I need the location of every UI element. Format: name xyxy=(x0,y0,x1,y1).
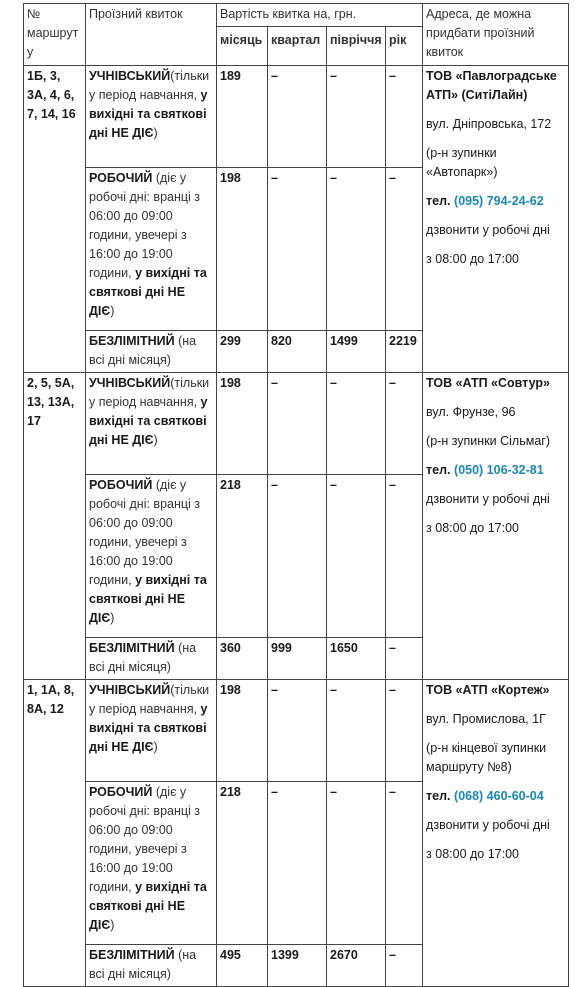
ticket-name: РОБОЧИЙ xyxy=(89,171,153,185)
purchase-address xyxy=(423,680,569,987)
ticket-type-cell xyxy=(86,475,217,638)
price-quarter: – xyxy=(268,680,327,782)
price-year: – xyxy=(386,66,423,168)
price-year: – xyxy=(386,782,423,945)
header-price: Вартість квитка на, грн. xyxy=(217,4,423,27)
ticket-type-cell xyxy=(86,680,217,782)
price-year: – xyxy=(386,373,423,475)
purchase-address xyxy=(423,66,569,373)
table-row xyxy=(24,680,569,782)
price-halfyear: – xyxy=(327,782,386,945)
ticket-note-bold: у вихідні та святкові дні НЕ ДІЄ xyxy=(89,702,208,754)
ticket-price-table-wrapper xyxy=(23,3,569,987)
price-year: – xyxy=(386,945,423,987)
call-hint: дзвонити у робочі дні xyxy=(426,223,550,237)
route-numbers: 2, 5, 5А, 13, 13А, 17 xyxy=(24,373,86,680)
price-halfyear: – xyxy=(327,373,386,475)
ticket-type-cell xyxy=(86,782,217,945)
header-quarter: квартал xyxy=(268,27,327,66)
price-halfyear: – xyxy=(327,680,386,782)
ticket-name: УЧНІВСЬКИЙ xyxy=(89,376,171,390)
ticket-note-end: ) xyxy=(110,304,115,318)
phone-number[interactable]: (068) 460-60-04 xyxy=(454,789,544,803)
ticket-note-bold: у вихідні та святкові дні НЕ ДІЄ xyxy=(89,88,208,140)
ticket-name: РОБОЧИЙ xyxy=(89,478,153,492)
route-numbers: 1Б, 3, 3А, 4, 6, 7, 14, 16 xyxy=(24,66,86,373)
price-year: – xyxy=(386,680,423,782)
table-row xyxy=(24,373,569,475)
ticket-name: РОБОЧИЙ xyxy=(89,785,153,799)
working-hours: з 08:00 до 17:00 xyxy=(426,252,520,266)
header-row-1 xyxy=(24,4,569,27)
phone-label: тел. xyxy=(426,789,451,803)
price-quarter: – xyxy=(268,782,327,945)
price-halfyear: 1650 xyxy=(327,638,386,680)
price-halfyear: 2670 xyxy=(327,945,386,987)
price-month: 299 xyxy=(217,331,268,373)
price-quarter: – xyxy=(268,66,327,168)
street-address: вул. Фрунзе, 96 xyxy=(426,405,516,419)
street-address: вул. Промислова, 1Г xyxy=(426,712,546,726)
phone-label: тел. xyxy=(426,463,451,477)
phone-number[interactable]: (095) 794-24-62 xyxy=(454,194,544,208)
ticket-name: БЕЗЛІМІТНИЙ xyxy=(89,948,175,962)
ticket-note: (на всі дні місяця) xyxy=(89,334,197,367)
ticket-note-bold: у вихідні та святкові дні НЕ ДІЄ xyxy=(89,266,207,318)
nearest-stop: (р-н зупинки «Автопарк») xyxy=(426,146,498,179)
route-numbers: 1, 1А, 8, 8А, 12 xyxy=(24,680,86,987)
ticket-price-table xyxy=(23,3,569,987)
call-hint: дзвонити у робочі дні xyxy=(426,492,550,506)
working-hours: з 08:00 до 17:00 xyxy=(426,521,520,535)
ticket-name: БЕЗЛІМІТНИЙ xyxy=(89,334,175,348)
company-name: ТОВ «АТП «Кортеж» xyxy=(426,683,550,697)
ticket-note: (на всі дні місяця) xyxy=(89,948,197,981)
header-month: місяць xyxy=(217,27,268,66)
ticket-name: БЕЗЛІМІТНИЙ xyxy=(89,641,175,655)
price-month: 198 xyxy=(217,680,268,782)
ticket-note: (тільки у період навчання, xyxy=(89,69,210,102)
call-hint: дзвонити у робочі дні xyxy=(426,818,550,832)
working-hours: з 08:00 до 17:00 xyxy=(426,847,520,861)
ticket-note-end: ) xyxy=(153,126,158,140)
price-month: 495 xyxy=(217,945,268,987)
ticket-type-cell xyxy=(86,66,217,168)
ticket-note-bold: у вихідні та святкові дні НЕ ДІЄ xyxy=(89,880,207,932)
ticket-note-end: ) xyxy=(110,611,115,625)
price-month: 360 xyxy=(217,638,268,680)
company-name: ТОВ «Павлоградське АТП» (СитіЛайн) xyxy=(426,69,557,102)
price-halfyear: – xyxy=(327,66,386,168)
price-year: – xyxy=(386,638,423,680)
header-year: рік xyxy=(386,27,423,66)
ticket-type-cell xyxy=(86,331,217,373)
price-month: 198 xyxy=(217,373,268,475)
purchase-address xyxy=(423,373,569,680)
ticket-note: (тільки у період навчання, xyxy=(89,376,210,409)
ticket-type-cell xyxy=(86,945,217,987)
ticket-note-end: ) xyxy=(153,740,158,754)
header-address: Адреса, де можна придбати проїзний квиток xyxy=(423,4,569,66)
price-year: – xyxy=(386,475,423,638)
header-ticket: Проїзний квиток xyxy=(86,4,217,66)
ticket-type-cell xyxy=(86,168,217,331)
price-year: – xyxy=(386,168,423,331)
ticket-type-cell xyxy=(86,373,217,475)
header-halfyear: півріччя xyxy=(327,27,386,66)
price-month: 189 xyxy=(217,66,268,168)
price-halfyear: – xyxy=(327,168,386,331)
ticket-note-bold: у вихідні та святкові дні НЕ ДІЄ xyxy=(89,395,208,447)
price-quarter: 999 xyxy=(268,638,327,680)
table-row xyxy=(24,66,569,168)
price-quarter: – xyxy=(268,373,327,475)
price-quarter: – xyxy=(268,475,327,638)
ticket-name: УЧНІВСЬКИЙ xyxy=(89,69,171,83)
ticket-note: (діє у робочі дні: вранці з 06:00 до 09:00 години, увечері з 16:00 до 19:00 години, xyxy=(89,785,201,894)
price-year: 2219 xyxy=(386,331,423,373)
price-month: 198 xyxy=(217,168,268,331)
ticket-note-end: ) xyxy=(110,918,115,932)
ticket-name: УЧНІВСЬКИЙ xyxy=(89,683,171,697)
price-quarter: – xyxy=(268,168,327,331)
ticket-note: (на всі дні місяця) xyxy=(89,641,197,674)
phone-label: тел. xyxy=(426,194,451,208)
nearest-stop: (р-н кінцевої зупинки маршруту №8) xyxy=(426,741,547,774)
ticket-note: (діє у робочі дні: вранці з 06:00 до 09:00 години, увечері з 16:00 до 19:00 години, xyxy=(89,478,201,587)
header-route-number: № маршруту xyxy=(24,4,86,66)
company-name: ТОВ «АТП «Совтур» xyxy=(426,376,550,390)
price-halfyear: 1499 xyxy=(327,331,386,373)
ticket-note-bold: у вихідні та святкові дні НЕ ДІЄ xyxy=(89,573,207,625)
ticket-note: (тільки у період навчання, xyxy=(89,683,210,716)
ticket-note-end: ) xyxy=(153,433,158,447)
ticket-note: (діє у робочі дні: вранці з 06:00 до 09:00 години, увечері з 16:00 до 19:00 години, xyxy=(89,171,201,280)
street-address: вул. Дніпровська, 172 xyxy=(426,117,552,131)
phone-number[interactable]: (050) 106-32-81 xyxy=(454,463,544,477)
price-month: 218 xyxy=(217,782,268,945)
nearest-stop: (р-н зупинки Сільмаг) xyxy=(426,434,550,448)
ticket-type-cell xyxy=(86,638,217,680)
price-quarter: 820 xyxy=(268,331,327,373)
price-halfyear: – xyxy=(327,475,386,638)
price-month: 218 xyxy=(217,475,268,638)
price-quarter: 1399 xyxy=(268,945,327,987)
